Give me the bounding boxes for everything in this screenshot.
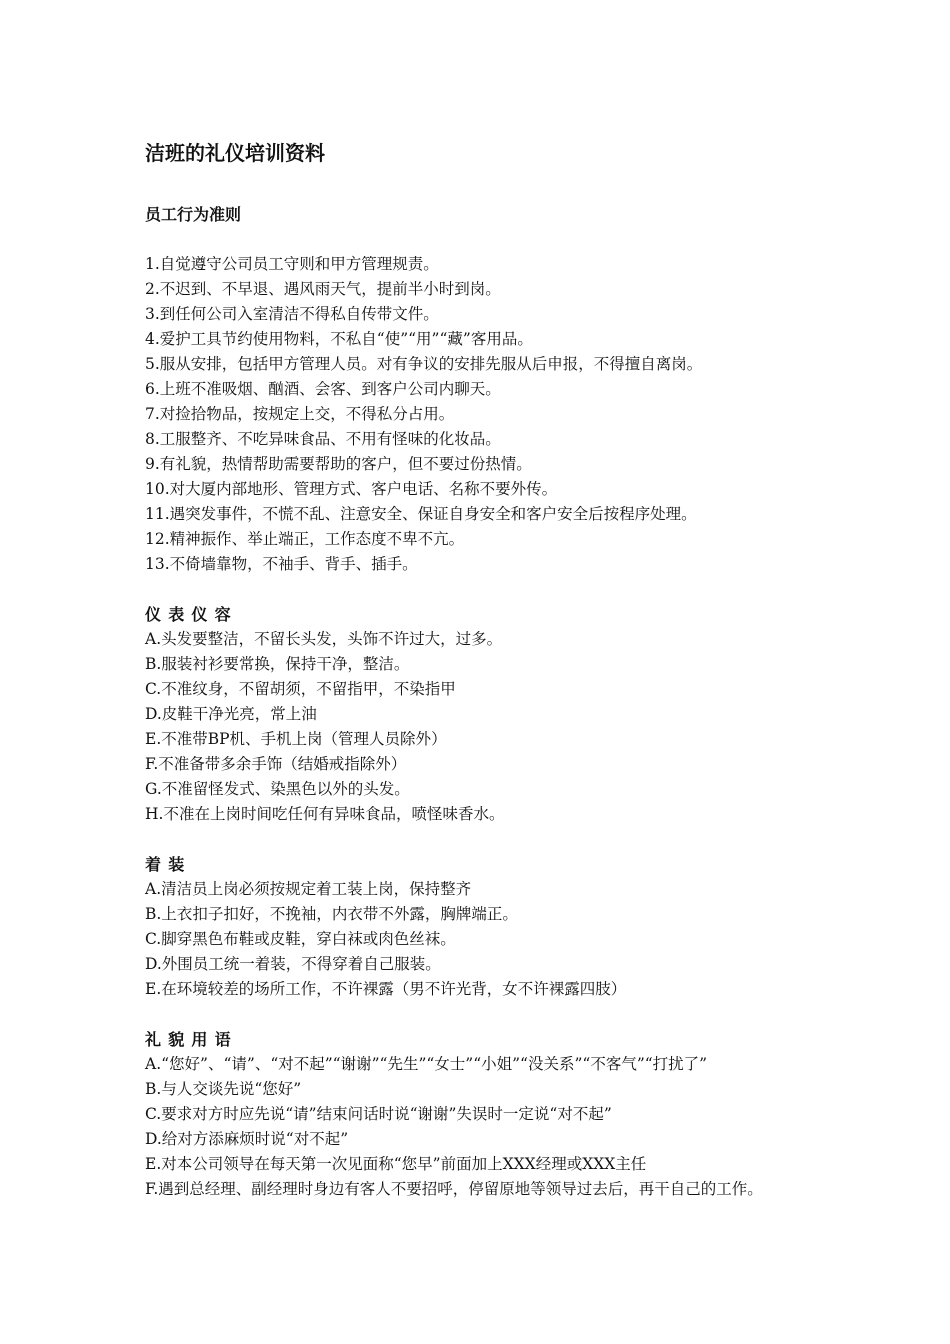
- list-item: 3.到任何公司入室清洁不得私自传带文件。: [145, 305, 439, 323]
- list-item: 1.自觉遵守公司员工守则和甲方管理规责。: [145, 255, 439, 273]
- list-item: D.给对方添麻烦时说“对不起”: [145, 1130, 349, 1148]
- list-item: C.不准纹身，不留胡须，不留指甲，不染指甲: [145, 680, 456, 698]
- list-item: A.清洁员上岗必须按规定着工装上岗，保持整齐: [145, 880, 472, 898]
- list-item: 8.工服整齐、不吃异味食品、不用有怪味的化妆品。: [145, 430, 501, 448]
- document-page: [145, 138, 845, 1227]
- list-item: B.上衣扣子扣好，不挽袖，内衣带不外露，胸牌端正。: [145, 905, 518, 923]
- section-heading-appearance: 仪表仪容: [145, 605, 238, 624]
- list-item: F.不准备带多余手饰（结婚戒指除外）: [145, 755, 407, 773]
- list-item: 2.不迟到、不早退、遇风雨天气，提前半小时到岗。: [145, 280, 501, 298]
- section-heading-polite-phrases: 礼貌用语: [145, 1030, 238, 1049]
- list-item: H.不准在上岗时间吃任何有异味食品，喷怪味香水。: [145, 805, 505, 823]
- list-item: E.对本公司领导在每天第一次见面称“您早”前面加上XXX经理或XXX主任: [145, 1155, 647, 1173]
- section-appearance: [145, 602, 845, 827]
- list-item: D.皮鞋干净光亮，常上油: [145, 705, 317, 723]
- attire-list: [145, 877, 845, 1002]
- list-item: 4.爱护工具节约使用物料，不私自“使”“用”“藏”客用品。: [145, 330, 533, 348]
- list-item: 5.服从安排，包括甲方管理人员。对有争议的安排先服从后申报，不得擅自离岗。: [145, 355, 703, 373]
- list-item: 10.对大厦内部地形、管理方式、客户电话、名称不要外传。: [145, 480, 558, 498]
- list-item: E.在环境较差的场所工作，不许裸露（男不许光背，女不许裸露四肢）: [145, 980, 627, 998]
- conduct-list: [145, 252, 845, 577]
- list-item: F.遇到总经理、副经理时身边有客人不要招呼，停留原地等领导过去后，再干自己的工作。: [145, 1180, 763, 1198]
- list-item: A.头发要整洁，不留长头发，头饰不许过大，过多。: [145, 630, 503, 648]
- appearance-list: [145, 627, 845, 827]
- list-item: 11.遇突发事件，不慌不乱、注意安全、保证自身安全和客户安全后按程序处理。: [145, 505, 697, 523]
- section-polite-phrases: [145, 1027, 845, 1202]
- list-item: 7.对捡拾物品，按规定上交，不得私分占用。: [145, 405, 455, 423]
- list-item: 9.有礼貌，热情帮助需要帮助的客户，但不要过份热情。: [145, 455, 532, 473]
- section-heading-attire: 着装: [145, 855, 192, 874]
- list-item: A.“您好”、“请”、“对不起”“谢谢”“先生”“女士”“小姐”“没关系”“不客气”“打扰了”: [145, 1055, 708, 1073]
- list-item: 6.上班不准吸烟、酗酒、会客、到客户公司内聊天。: [145, 380, 501, 398]
- list-item: G.不准留怪发式、染黑色以外的头发。: [145, 780, 410, 798]
- list-item: 12.精神振作、举止端正，工作态度不卑不亢。: [145, 530, 465, 548]
- section-attire: [145, 852, 845, 1002]
- list-item: B.与人交谈先说“您好”: [145, 1080, 302, 1098]
- section-heading-conduct: 员工行为准则: [145, 205, 242, 224]
- polite-phrases-list: [145, 1052, 845, 1202]
- list-item: C.脚穿黑色布鞋或皮鞋，穿白袜或肉色丝袜。: [145, 930, 456, 948]
- list-item: C.要求对方时应先说“请”结束问话时说“谢谢”失误时一定说“对不起”: [145, 1105, 612, 1123]
- section-conduct: [145, 202, 845, 577]
- list-item: D.外围员工统一着装，不得穿着自己服装。: [145, 955, 441, 973]
- document-title: 洁班的礼仪培训资料: [145, 141, 325, 165]
- list-item: 13.不倚墙靠物，不袖手、背手、插手。: [145, 555, 418, 573]
- list-item: B.服装衬衫要常换，保持干净，整洁。: [145, 655, 410, 673]
- list-item: E.不准带BP机、手机上岗（管理人员除外）: [145, 730, 447, 748]
